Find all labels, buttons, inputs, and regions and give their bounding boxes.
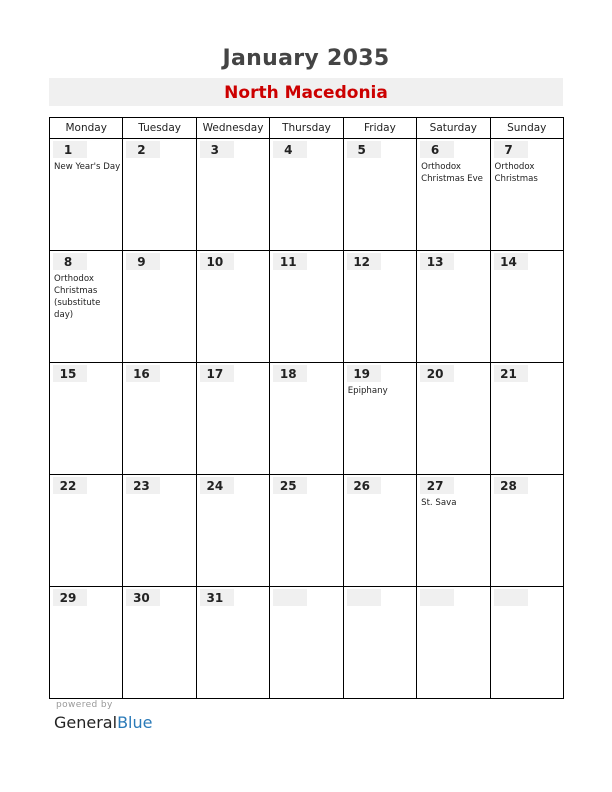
day-cell — [343, 475, 416, 587]
day-number: 30 — [133, 591, 150, 605]
day-cell — [270, 139, 343, 251]
day-cell — [490, 475, 563, 587]
day-number: 23 — [133, 479, 150, 493]
weekday-header: Monday — [50, 118, 123, 139]
day-number: 5 — [357, 143, 366, 157]
holiday-label: New Year's Day — [54, 162, 121, 172]
month-title: January 2035 — [222, 46, 390, 71]
weekday-header: Thursday — [270, 118, 343, 139]
day-number: 10 — [206, 255, 224, 269]
day-number: 25 — [279, 479, 297, 493]
powered-by-label: powered by — [56, 700, 113, 710]
day-number: 8 — [63, 255, 73, 269]
day-number: 4 — [284, 143, 293, 157]
day-cell — [270, 475, 343, 587]
day-cell — [490, 139, 563, 251]
day-cell-empty — [417, 587, 490, 699]
day-cell — [196, 587, 269, 699]
day-cell — [196, 139, 269, 251]
week-row — [50, 475, 564, 587]
holiday-label: Orthodox Christmas Eve — [421, 162, 483, 184]
day-cell — [50, 475, 123, 587]
holiday-label: Epiphany — [347, 386, 388, 396]
day-number: 19 — [353, 367, 371, 381]
day-cell — [196, 251, 269, 363]
weekday-header: Tuesday — [123, 118, 196, 139]
day-cell-empty — [343, 587, 416, 699]
brand-logo-part1: General — [54, 713, 118, 732]
day-number-box — [347, 589, 381, 606]
day-cell — [270, 251, 343, 363]
day-number: 6 — [430, 143, 440, 157]
calendar-grid — [49, 117, 564, 699]
day-cell — [490, 251, 563, 363]
day-number: 2 — [137, 143, 146, 157]
day-number: 16 — [133, 367, 150, 381]
day-number: 1 — [63, 143, 73, 157]
day-number: 24 — [206, 479, 224, 493]
day-number: 21 — [500, 367, 517, 381]
holiday-label: St. Sava — [421, 498, 457, 508]
day-number: 18 — [279, 367, 297, 381]
country-name: North Macedonia — [224, 83, 388, 103]
day-number: 15 — [59, 367, 77, 381]
week-row — [50, 363, 564, 475]
day-cell — [417, 251, 490, 363]
day-cell — [123, 587, 196, 699]
weekday-header: Wednesday — [196, 118, 269, 139]
day-number: 26 — [353, 479, 371, 493]
day-number: 7 — [504, 143, 513, 157]
day-cell — [123, 475, 196, 587]
week-row — [50, 587, 564, 699]
day-number: 29 — [59, 591, 77, 605]
day-cell — [196, 363, 269, 475]
day-number: 14 — [500, 255, 517, 269]
weekday-header-row — [50, 118, 564, 139]
day-cell — [50, 363, 123, 475]
day-cell — [343, 363, 416, 475]
day-cell — [490, 363, 563, 475]
day-cell — [50, 251, 123, 363]
day-cell-empty — [490, 587, 563, 699]
day-cell — [417, 139, 490, 251]
day-number: 22 — [59, 479, 77, 493]
day-number: 3 — [210, 143, 220, 157]
day-number: 13 — [426, 255, 444, 269]
day-number: 17 — [206, 367, 224, 381]
day-cell — [343, 139, 416, 251]
day-cell — [417, 475, 490, 587]
day-number: 20 — [426, 367, 444, 381]
holiday-label: Orthodox Christmas — [494, 162, 538, 184]
day-number: 12 — [353, 255, 371, 269]
day-number: 11 — [279, 255, 297, 269]
day-number: 9 — [137, 255, 146, 269]
weekday-header: Saturday — [417, 118, 490, 139]
day-cell — [50, 587, 123, 699]
day-cell — [417, 363, 490, 475]
brand-logo-part2: Blue — [117, 713, 153, 732]
holiday-label: Orthodox Christmas (substitute day) — [54, 274, 101, 320]
day-cell — [123, 139, 196, 251]
brand-logo[interactable] — [54, 713, 152, 732]
week-row — [50, 251, 564, 363]
day-cell — [50, 139, 123, 251]
day-number: 27 — [426, 479, 444, 493]
day-number-box — [273, 589, 307, 606]
day-number-box — [420, 589, 454, 606]
day-cell-empty — [270, 587, 343, 699]
day-number-box — [494, 589, 528, 606]
day-number: 31 — [206, 591, 224, 605]
day-cell — [343, 251, 416, 363]
week-row — [50, 139, 564, 251]
weekday-header: Sunday — [490, 118, 563, 139]
weekday-header: Friday — [343, 118, 416, 139]
day-cell — [196, 475, 269, 587]
day-cell — [270, 363, 343, 475]
day-cell — [123, 363, 196, 475]
day-number: 28 — [500, 479, 517, 493]
day-cell — [123, 251, 196, 363]
